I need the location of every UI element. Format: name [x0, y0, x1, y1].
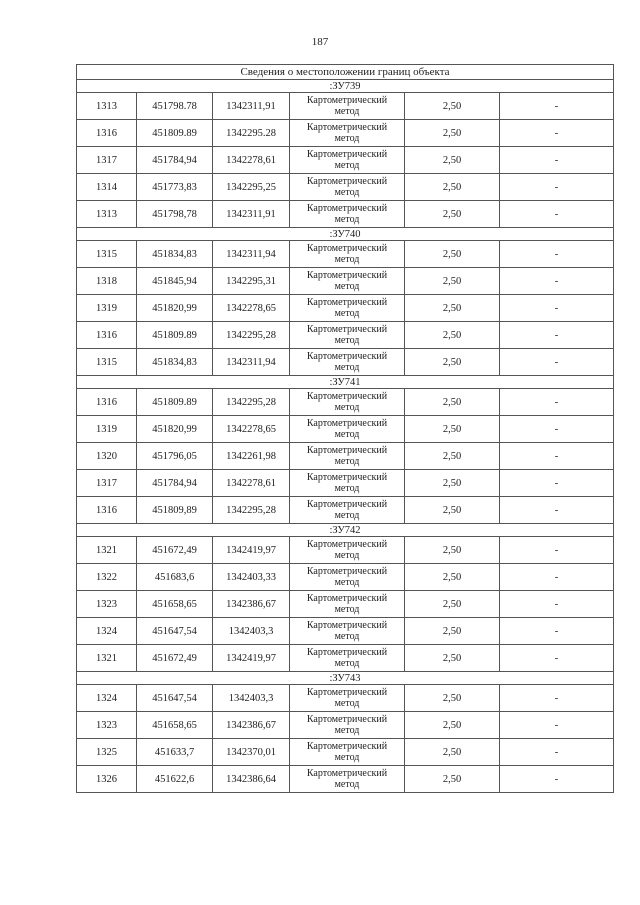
- boundary-table: [76, 64, 614, 793]
- y-coordinate-cell: 1342311,91: [213, 93, 290, 120]
- description-cell: -: [500, 389, 614, 416]
- method-cell: [290, 389, 405, 416]
- description-cell: -: [500, 93, 614, 120]
- group-title: :ЗУ740: [77, 228, 614, 241]
- method-line-2: метод: [334, 281, 360, 292]
- x-coordinate-cell: 451820,99: [137, 295, 213, 322]
- y-coordinate-cell: 1342311,94: [213, 241, 290, 268]
- description-cell: -: [500, 645, 614, 672]
- accuracy-cell: 2,50: [405, 268, 500, 295]
- method-line-1: Картометрический: [306, 472, 388, 483]
- description-cell: -: [500, 564, 614, 591]
- method-line-1: Картометрический: [306, 149, 388, 160]
- accuracy-cell: 2,50: [405, 685, 500, 712]
- group-header-row: [77, 80, 614, 93]
- method-cell: [290, 739, 405, 766]
- y-coordinate-cell: 1342278,65: [213, 416, 290, 443]
- table-row: [77, 93, 614, 120]
- method-line-1: Картометрический: [306, 620, 388, 631]
- description-cell: -: [500, 241, 614, 268]
- table-row: [77, 618, 614, 645]
- method-line-1: Картометрический: [306, 176, 388, 187]
- x-coordinate-cell: 451672,49: [137, 537, 213, 564]
- y-coordinate-cell: 1342278,61: [213, 470, 290, 497]
- point-number-cell: 1316: [77, 120, 137, 147]
- method-line-2: метод: [334, 335, 360, 346]
- method-line-2: метод: [334, 402, 360, 413]
- description-cell: -: [500, 591, 614, 618]
- table-row: [77, 389, 614, 416]
- accuracy-cell: 2,50: [405, 389, 500, 416]
- y-coordinate-cell: 1342311,94: [213, 349, 290, 376]
- method-line-2: метод: [334, 456, 360, 467]
- table-row: [77, 497, 614, 524]
- x-coordinate-cell: 451658,65: [137, 591, 213, 618]
- method-cell: [290, 174, 405, 201]
- point-number-cell: 1325: [77, 739, 137, 766]
- method-line-2: метод: [334, 133, 360, 144]
- method-cell: [290, 470, 405, 497]
- method-line-2: метод: [334, 725, 360, 736]
- accuracy-cell: 2,50: [405, 766, 500, 793]
- point-number-cell: 1324: [77, 685, 137, 712]
- point-number-cell: 1321: [77, 537, 137, 564]
- x-coordinate-cell: 451809.89: [137, 120, 213, 147]
- method-cell: [290, 147, 405, 174]
- table-row: [77, 443, 614, 470]
- table-row: [77, 470, 614, 497]
- group-title: :ЗУ743: [77, 672, 614, 685]
- accuracy-cell: 2,50: [405, 564, 500, 591]
- method-line-2: метод: [334, 429, 360, 440]
- method-cell: [290, 295, 405, 322]
- table-row: [77, 416, 614, 443]
- point-number-cell: 1319: [77, 416, 137, 443]
- group-header-row: [77, 376, 614, 389]
- x-coordinate-cell: 451622,6: [137, 766, 213, 793]
- method-cell: [290, 645, 405, 672]
- y-coordinate-cell: 1342403,33: [213, 564, 290, 591]
- description-cell: -: [500, 497, 614, 524]
- x-coordinate-cell: 451798,78: [137, 201, 213, 228]
- description-cell: -: [500, 739, 614, 766]
- x-coordinate-cell: 451647,54: [137, 618, 213, 645]
- accuracy-cell: 2,50: [405, 416, 500, 443]
- y-coordinate-cell: 1342261,98: [213, 443, 290, 470]
- description-cell: -: [500, 712, 614, 739]
- y-coordinate-cell: 1342403,3: [213, 618, 290, 645]
- y-coordinate-cell: 1342295,28: [213, 497, 290, 524]
- point-number-cell: 1323: [77, 712, 137, 739]
- method-cell: [290, 712, 405, 739]
- method-line-2: метод: [334, 308, 360, 319]
- y-coordinate-cell: 1342311,91: [213, 201, 290, 228]
- method-line-1: Картометрический: [306, 391, 388, 402]
- y-coordinate-cell: 1342295,28: [213, 322, 290, 349]
- point-number-cell: 1317: [77, 470, 137, 497]
- point-number-cell: 1317: [77, 147, 137, 174]
- table-row: [77, 201, 614, 228]
- x-coordinate-cell: 451683,6: [137, 564, 213, 591]
- method-line-1: Картометрический: [306, 445, 388, 456]
- method-line-2: метод: [334, 106, 360, 117]
- description-cell: -: [500, 618, 614, 645]
- point-number-cell: 1319: [77, 295, 137, 322]
- table-row: [77, 349, 614, 376]
- table-row: [77, 147, 614, 174]
- method-line-1: Картометрический: [306, 270, 388, 281]
- accuracy-cell: 2,50: [405, 349, 500, 376]
- x-coordinate-cell: 451798.78: [137, 93, 213, 120]
- method-line-2: метод: [334, 187, 360, 198]
- y-coordinate-cell: 1342419,97: [213, 537, 290, 564]
- table-row: [77, 295, 614, 322]
- point-number-cell: 1316: [77, 322, 137, 349]
- method-cell: [290, 241, 405, 268]
- method-line-1: Картометрический: [306, 203, 388, 214]
- x-coordinate-cell: 451633,7: [137, 739, 213, 766]
- method-line-1: Картометрический: [306, 499, 388, 510]
- y-coordinate-cell: 1342295,28: [213, 389, 290, 416]
- x-coordinate-cell: 451658,65: [137, 712, 213, 739]
- table-body: [77, 65, 614, 793]
- description-cell: -: [500, 120, 614, 147]
- point-number-cell: 1313: [77, 93, 137, 120]
- method-line-1: Картометрический: [306, 539, 388, 550]
- method-line-1: Картометрический: [306, 95, 388, 106]
- point-number-cell: 1322: [77, 564, 137, 591]
- accuracy-cell: 2,50: [405, 443, 500, 470]
- description-cell: -: [500, 295, 614, 322]
- point-number-cell: 1326: [77, 766, 137, 793]
- method-line-2: метод: [334, 483, 360, 494]
- accuracy-cell: 2,50: [405, 201, 500, 228]
- x-coordinate-cell: 451672,49: [137, 645, 213, 672]
- accuracy-cell: 2,50: [405, 618, 500, 645]
- x-coordinate-cell: 451784,94: [137, 147, 213, 174]
- group-header-row: [77, 672, 614, 685]
- method-cell: [290, 537, 405, 564]
- group-header-row: [77, 228, 614, 241]
- table-row: [77, 766, 614, 793]
- method-line-1: Картометрический: [306, 714, 388, 725]
- y-coordinate-cell: 1342295,31: [213, 268, 290, 295]
- point-number-cell: 1320: [77, 443, 137, 470]
- accuracy-cell: 2,50: [405, 295, 500, 322]
- method-line-1: Картометрический: [306, 687, 388, 698]
- method-line-1: Картометрический: [306, 351, 388, 362]
- point-number-cell: 1324: [77, 618, 137, 645]
- x-coordinate-cell: 451809.89: [137, 389, 213, 416]
- table-row: [77, 241, 614, 268]
- x-coordinate-cell: 451773,83: [137, 174, 213, 201]
- y-coordinate-cell: 1342370,01: [213, 739, 290, 766]
- point-number-cell: 1316: [77, 497, 137, 524]
- point-number-cell: 1314: [77, 174, 137, 201]
- x-coordinate-cell: 451834,83: [137, 349, 213, 376]
- method-line-1: Картометрический: [306, 741, 388, 752]
- method-line-2: метод: [334, 510, 360, 521]
- x-coordinate-cell: 451809,89: [137, 497, 213, 524]
- method-cell: [290, 685, 405, 712]
- method-cell: [290, 120, 405, 147]
- y-coordinate-cell: 1342403,3: [213, 685, 290, 712]
- point-number-cell: 1321: [77, 645, 137, 672]
- description-cell: -: [500, 443, 614, 470]
- description-cell: -: [500, 322, 614, 349]
- accuracy-cell: 2,50: [405, 537, 500, 564]
- description-cell: -: [500, 201, 614, 228]
- point-number-cell: 1313: [77, 201, 137, 228]
- page-number: 187: [311, 36, 329, 48]
- method-line-2: метод: [334, 362, 360, 373]
- method-line-1: Картометрический: [306, 647, 388, 658]
- point-number-cell: 1315: [77, 241, 137, 268]
- method-cell: [290, 766, 405, 793]
- table-row: [77, 120, 614, 147]
- method-cell: [290, 268, 405, 295]
- method-line-2: метод: [334, 698, 360, 709]
- y-coordinate-cell: 1342386,67: [213, 712, 290, 739]
- x-coordinate-cell: 451647,54: [137, 685, 213, 712]
- method-cell: [290, 497, 405, 524]
- accuracy-cell: 2,50: [405, 322, 500, 349]
- method-line-1: Картометрический: [306, 566, 388, 577]
- group-header-row: [77, 524, 614, 537]
- method-cell: [290, 322, 405, 349]
- y-coordinate-cell: 1342386,64: [213, 766, 290, 793]
- method-line-1: Картометрический: [306, 418, 388, 429]
- accuracy-cell: 2,50: [405, 712, 500, 739]
- group-title: :ЗУ739: [77, 80, 614, 93]
- accuracy-cell: 2,50: [405, 739, 500, 766]
- accuracy-cell: 2,50: [405, 470, 500, 497]
- accuracy-cell: 2,50: [405, 120, 500, 147]
- y-coordinate-cell: 1342278,65: [213, 295, 290, 322]
- method-line-2: метод: [334, 631, 360, 642]
- group-title: :ЗУ741: [77, 376, 614, 389]
- method-cell: [290, 201, 405, 228]
- table-row: [77, 174, 614, 201]
- point-number-cell: 1315: [77, 349, 137, 376]
- description-cell: -: [500, 470, 614, 497]
- group-title: :ЗУ742: [77, 524, 614, 537]
- description-cell: -: [500, 416, 614, 443]
- y-coordinate-cell: 1342295,25: [213, 174, 290, 201]
- x-coordinate-cell: 451820,99: [137, 416, 213, 443]
- table-header-row: [77, 65, 614, 80]
- table-title: Сведения о местоположении границ объекта: [77, 65, 614, 80]
- method-cell: [290, 564, 405, 591]
- x-coordinate-cell: 451784,94: [137, 470, 213, 497]
- accuracy-cell: 2,50: [405, 591, 500, 618]
- method-line-1: Картометрический: [306, 243, 388, 254]
- method-line-1: Картометрический: [306, 122, 388, 133]
- point-number-cell: 1318: [77, 268, 137, 295]
- accuracy-cell: 2,50: [405, 93, 500, 120]
- table-row: [77, 645, 614, 672]
- method-cell: [290, 416, 405, 443]
- description-cell: -: [500, 174, 614, 201]
- y-coordinate-cell: 1342278,61: [213, 147, 290, 174]
- accuracy-cell: 2,50: [405, 147, 500, 174]
- x-coordinate-cell: 451809.89: [137, 322, 213, 349]
- method-cell: [290, 349, 405, 376]
- table-row: [77, 685, 614, 712]
- table-row: [77, 322, 614, 349]
- accuracy-cell: 2,50: [405, 645, 500, 672]
- description-cell: -: [500, 147, 614, 174]
- table-row: [77, 591, 614, 618]
- y-coordinate-cell: 1342386,67: [213, 591, 290, 618]
- method-line-2: метод: [334, 214, 360, 225]
- table-row: [77, 712, 614, 739]
- method-line-2: метод: [334, 752, 360, 763]
- accuracy-cell: 2,50: [405, 174, 500, 201]
- method-line-1: Картометрический: [306, 324, 388, 335]
- table-row: [77, 537, 614, 564]
- x-coordinate-cell: 451796,05: [137, 443, 213, 470]
- method-line-1: Картометрический: [306, 768, 388, 779]
- method-line-2: метод: [334, 160, 360, 171]
- table-row: [77, 268, 614, 295]
- method-line-2: метод: [334, 577, 360, 588]
- method-line-2: метод: [334, 254, 360, 265]
- accuracy-cell: 2,50: [405, 497, 500, 524]
- description-cell: -: [500, 685, 614, 712]
- accuracy-cell: 2,50: [405, 241, 500, 268]
- y-coordinate-cell: 1342295.28: [213, 120, 290, 147]
- method-cell: [290, 591, 405, 618]
- method-line-2: метод: [334, 604, 360, 615]
- method-cell: [290, 93, 405, 120]
- description-cell: -: [500, 349, 614, 376]
- x-coordinate-cell: 451845,94: [137, 268, 213, 295]
- method-line-2: метод: [334, 550, 360, 561]
- description-cell: -: [500, 766, 614, 793]
- y-coordinate-cell: 1342419,97: [213, 645, 290, 672]
- description-cell: -: [500, 268, 614, 295]
- point-number-cell: 1323: [77, 591, 137, 618]
- method-line-1: Картометрический: [306, 593, 388, 604]
- x-coordinate-cell: 451834,83: [137, 241, 213, 268]
- point-number-cell: 1316: [77, 389, 137, 416]
- description-cell: -: [500, 537, 614, 564]
- method-cell: [290, 443, 405, 470]
- method-line-1: Картометрический: [306, 297, 388, 308]
- method-line-2: метод: [334, 779, 360, 790]
- table-row: [77, 564, 614, 591]
- method-line-2: метод: [334, 658, 360, 669]
- table-row: [77, 739, 614, 766]
- method-cell: [290, 618, 405, 645]
